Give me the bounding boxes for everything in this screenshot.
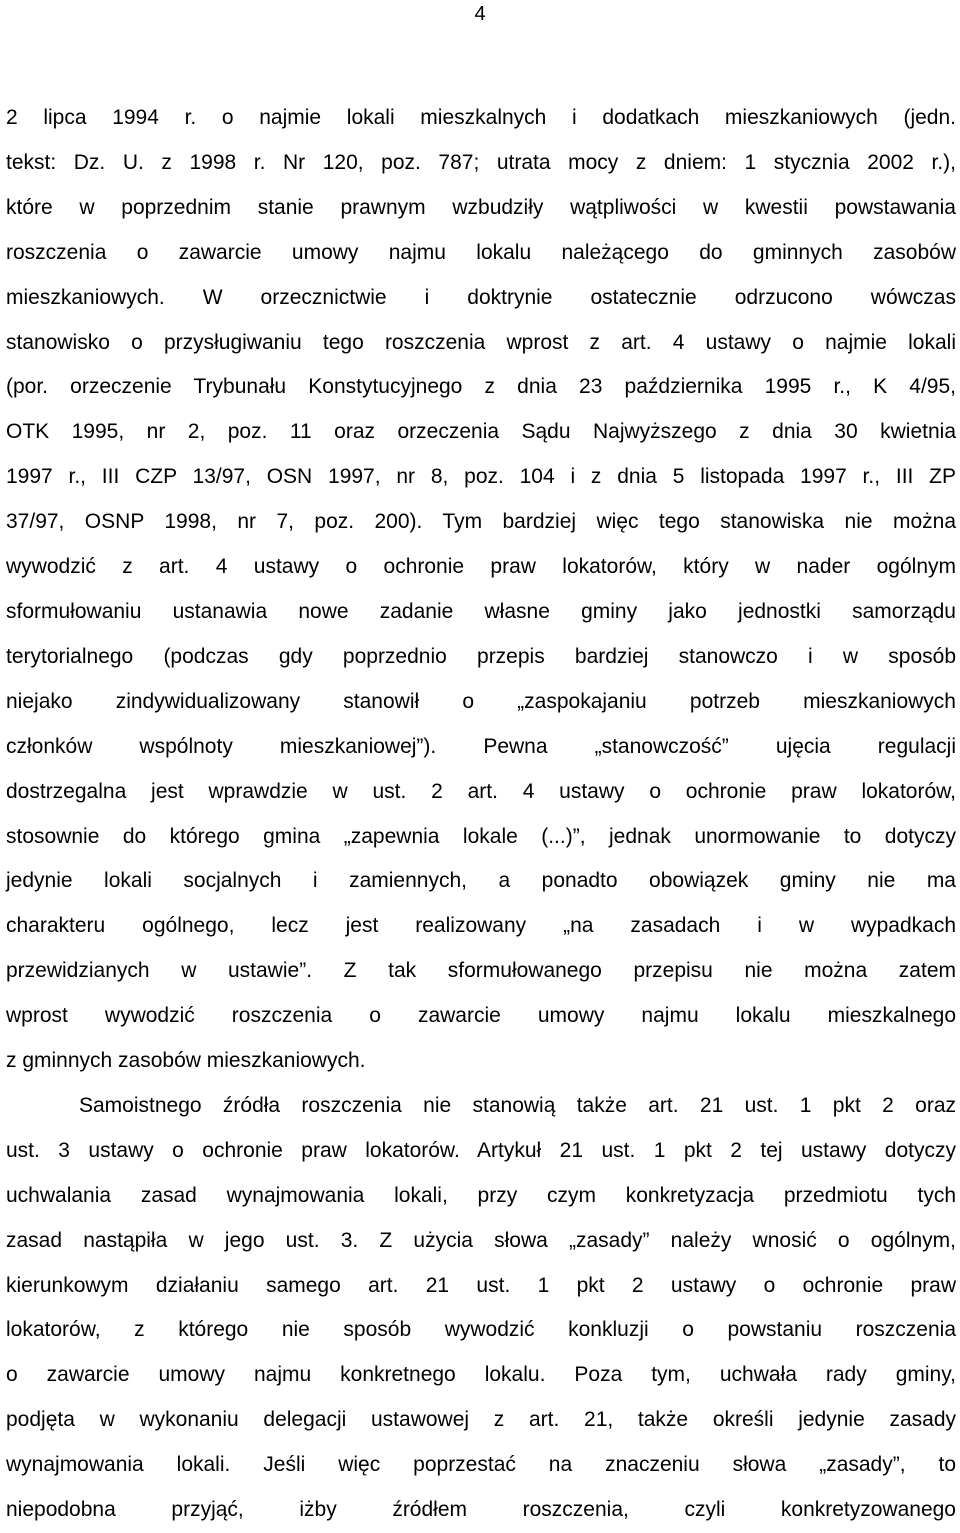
text-line: sformułowaniu ustanawia nowe zadanie własne gminy jako jednostki samorządu (6, 599, 956, 623)
text-line: wynajmowania lokali. Jeśli więc poprzestać na znaczeniu słowa „zasady”, to (6, 1453, 956, 1477)
text-line: wprost wywodzić roszczenia o zawarcie umowy najmu lokalu mieszkalnego (6, 1004, 956, 1028)
paragraph-2 (6, 1084, 956, 1533)
text-line: (por. orzeczenie Trybunału Konstytucyjnego z dnia 23 października 1995 r., K 4/95, (6, 375, 956, 399)
text-line: przewidzianych w ustawie”. Z tak sformułowanego przepisu nie można zatem (6, 959, 956, 983)
text-line: stanowisko o przysługiwaniu tego roszczenia wprost z art. 4 ustawy o najmie lokali (6, 330, 956, 354)
text-line: niepodobna przyjąć, iżby źródłem roszczenia, czyli konkretyzowanego (6, 1498, 956, 1522)
text-line: ust. 3 ustawy o ochronie praw lokatorów. Artykuł 21 ust. 1 pkt 2 tej ustawy dotyczy (6, 1138, 956, 1162)
text-line: 2 lipca 1994 r. o najmie lokali mieszkalnych i dodatkach mieszkaniowych (jedn. (6, 106, 956, 129)
text-line: kierunkowym działaniu samego art. 21 ust. 1 pkt 2 ustawy o ochronie praw (6, 1273, 956, 1297)
text-line: podjęta w wykonaniu delegacji ustawowej z art. 21, także określi jedynie zasady (6, 1408, 956, 1432)
text-line: wywodzić z art. 4 ustawy o ochronie praw lokatorów, który w nader ogólnym (6, 555, 956, 579)
text-line: Samoistnego źródła roszczenia nie stanowią także art. 21 ust. 1 pkt 2 oraz (79, 1093, 956, 1117)
text-line: OTK 1995, nr 2, poz. 11 oraz orzeczenia Sądu Najwyższego z dnia 30 kwietnia (6, 420, 956, 444)
text-line: stosownie do którego gmina „zapewnia lokale (...)”, jednak unormowanie to dotyczy (6, 824, 956, 848)
text-line: jedynie lokali socjalnych i zamiennych, a ponadto obowiązek gminy nie ma (6, 869, 956, 893)
text-line: członków wspólnoty mieszkaniowej”). Pewna „stanowczość” ujęcia regulacji (6, 734, 956, 758)
text-line: charakteru ogólnego, lecz jest realizowany „na zasadach i w wypadkach (6, 914, 956, 938)
text-line: z gminnych zasobów mieszkaniowych. (6, 1049, 366, 1073)
text-line: 37/97, OSNP 1998, nr 7, poz. 200). Tym bardziej więc tego stanowiska nie można (6, 510, 956, 534)
text-line: mieszkaniowych. W orzecznictwie i doktrynie ostatecznie odrzucono wówczas (6, 285, 956, 309)
text-line: o zawarcie umowy najmu konkretnego lokalu. Poza tym, uchwała rady gminy, (6, 1363, 956, 1387)
document-body (6, 96, 956, 1533)
text-line: lokatorów, z którego nie sposób wywodzić konkluzji o powstaniu roszczenia (6, 1318, 956, 1342)
text-line: terytorialnego (podczas gdy poprzednio przepis bardziej stanowczo i w sposób (6, 644, 956, 668)
page-number: 4 (474, 3, 486, 25)
text-line: uchwalania zasad wynajmowania lokali, przy czym konkretyzacja przedmiotu tych (6, 1183, 956, 1207)
text-line: roszczenia o zawarcie umowy najmu lokalu należącego do gminnych zasobów (6, 240, 956, 264)
text-line: dostrzegalna jest wprawdzie w ust. 2 art. 4 ustawy o ochronie praw lokatorów, (6, 779, 956, 803)
paragraph-1 (6, 96, 956, 1084)
text-line: tekst: Dz. U. z 1998 r. Nr 120, poz. 787; utrata mocy z dniem: 1 stycznia 2002 r.), (6, 150, 956, 174)
text-line: które w poprzednim stanie prawnym wzbudziły wątpliwości w kwestii powstawania (6, 195, 956, 219)
text-line: zasad nastąpiła w jego ust. 3. Z użycia słowa „zasady” należy wnosić o ogólnym, (6, 1228, 956, 1252)
text-line: niejako zindywidualizowany stanowił o „zaspokajaniu potrzeb mieszkaniowych (6, 689, 956, 713)
text-line: 1997 r., III CZP 13/97, OSN 1997, nr 8, poz. 104 i z dnia 5 listopada 1997 r., III ZP (6, 465, 956, 489)
